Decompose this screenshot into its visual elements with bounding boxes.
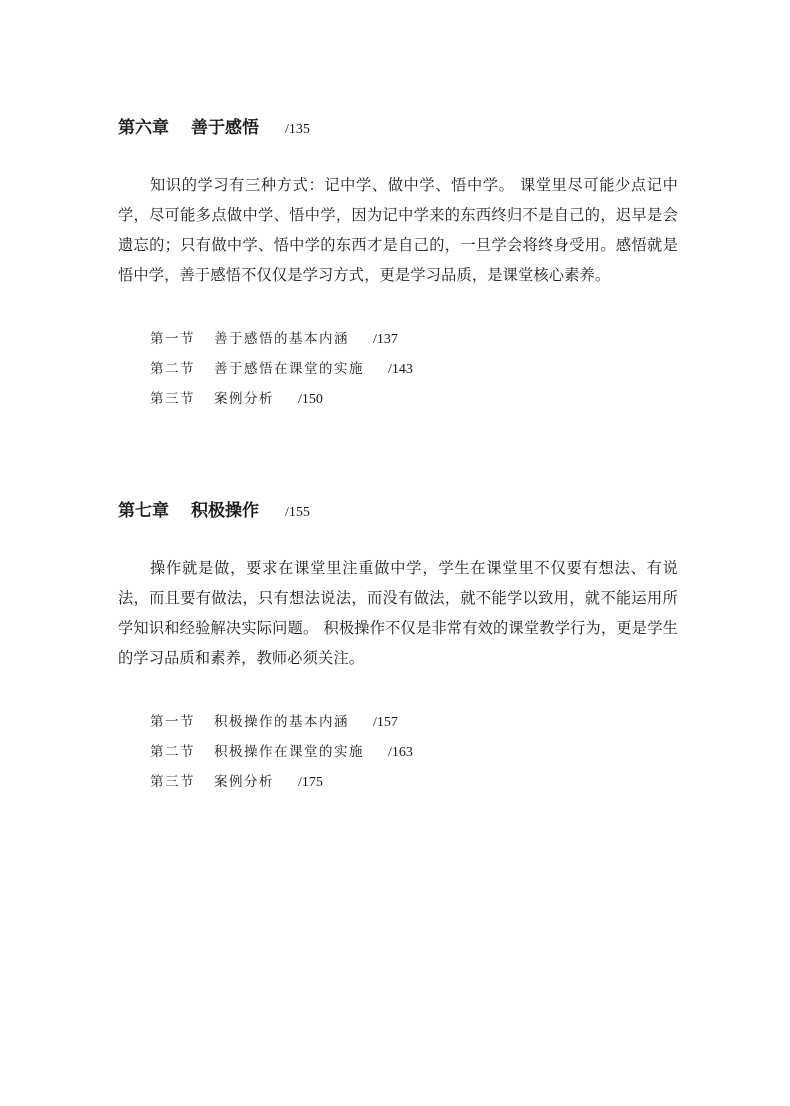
- section-number: 第二节: [150, 361, 195, 377]
- chapter-title: 善于感悟: [191, 118, 259, 138]
- section-page: /143: [388, 362, 413, 377]
- section-number: 第一节: [150, 331, 195, 347]
- section-list: [118, 707, 678, 797]
- chapter-six: [118, 114, 678, 414]
- chapter-number: 第七章: [118, 501, 169, 521]
- chapter-intro: 知识的学习有三种方式：记中学、做中学、悟中学。 课堂里尽可能少点记中学，尽可能多点做中学、悟中学，因为记中学来的东西终归不是自己的，迟早是会遗忘的；只有做中学、悟中学的东西才是自己的，一旦学会将终身受用。感悟就是悟中学，善于感悟不仅仅是学习方式，更是学习品质，是课堂核心素养。: [118, 176, 678, 284]
- chapter-page: /155: [285, 505, 310, 520]
- section-title: 案例分析: [214, 391, 274, 407]
- section-number: 第三节: [150, 391, 195, 407]
- section-list: [118, 324, 678, 414]
- section-number: 第二节: [150, 744, 195, 760]
- section-page: /163: [388, 745, 413, 760]
- section-number: 第三节: [150, 774, 195, 790]
- chapter-page: /135: [285, 122, 310, 137]
- section-title: 积极操作的基本内涵: [214, 714, 349, 730]
- section-title: 积极操作在课堂的实施: [214, 744, 364, 760]
- section-page: /175: [298, 775, 323, 790]
- toc-entry[interactable]: [150, 767, 678, 797]
- chapter-number: 第六章: [118, 118, 169, 138]
- chapter-seven: [118, 497, 678, 797]
- section-title: 案例分析: [214, 774, 274, 790]
- chapter-title: 积极操作: [191, 501, 259, 521]
- section-title: 善于感悟的基本内涵: [214, 331, 349, 347]
- section-page: /137: [373, 332, 398, 347]
- section-page: /150: [298, 392, 323, 407]
- toc-entry[interactable]: [150, 707, 678, 737]
- chapter-heading[interactable]: [118, 497, 678, 525]
- chapter-heading[interactable]: [118, 114, 678, 142]
- section-title: 善于感悟在课堂的实施: [214, 361, 364, 377]
- section-page: /157: [373, 715, 398, 730]
- chapter-intro: 操作就是做，要求在课堂里注重做中学，学生在课堂里不仅要有想法、有说法，而且要有做法，只有想法说法，而没有做法，就不能学以致用，就不能运用所学知识和经验解决实际问题。 积极操作不仅是非常有效的课堂教学行为，更是学生的学习品质和素养，教师必须关注。: [118, 559, 678, 667]
- toc-entry[interactable]: [150, 324, 678, 354]
- section-number: 第一节: [150, 714, 195, 730]
- toc-entry[interactable]: [150, 354, 678, 384]
- toc-entry[interactable]: [150, 384, 678, 414]
- toc-entry[interactable]: [150, 737, 678, 767]
